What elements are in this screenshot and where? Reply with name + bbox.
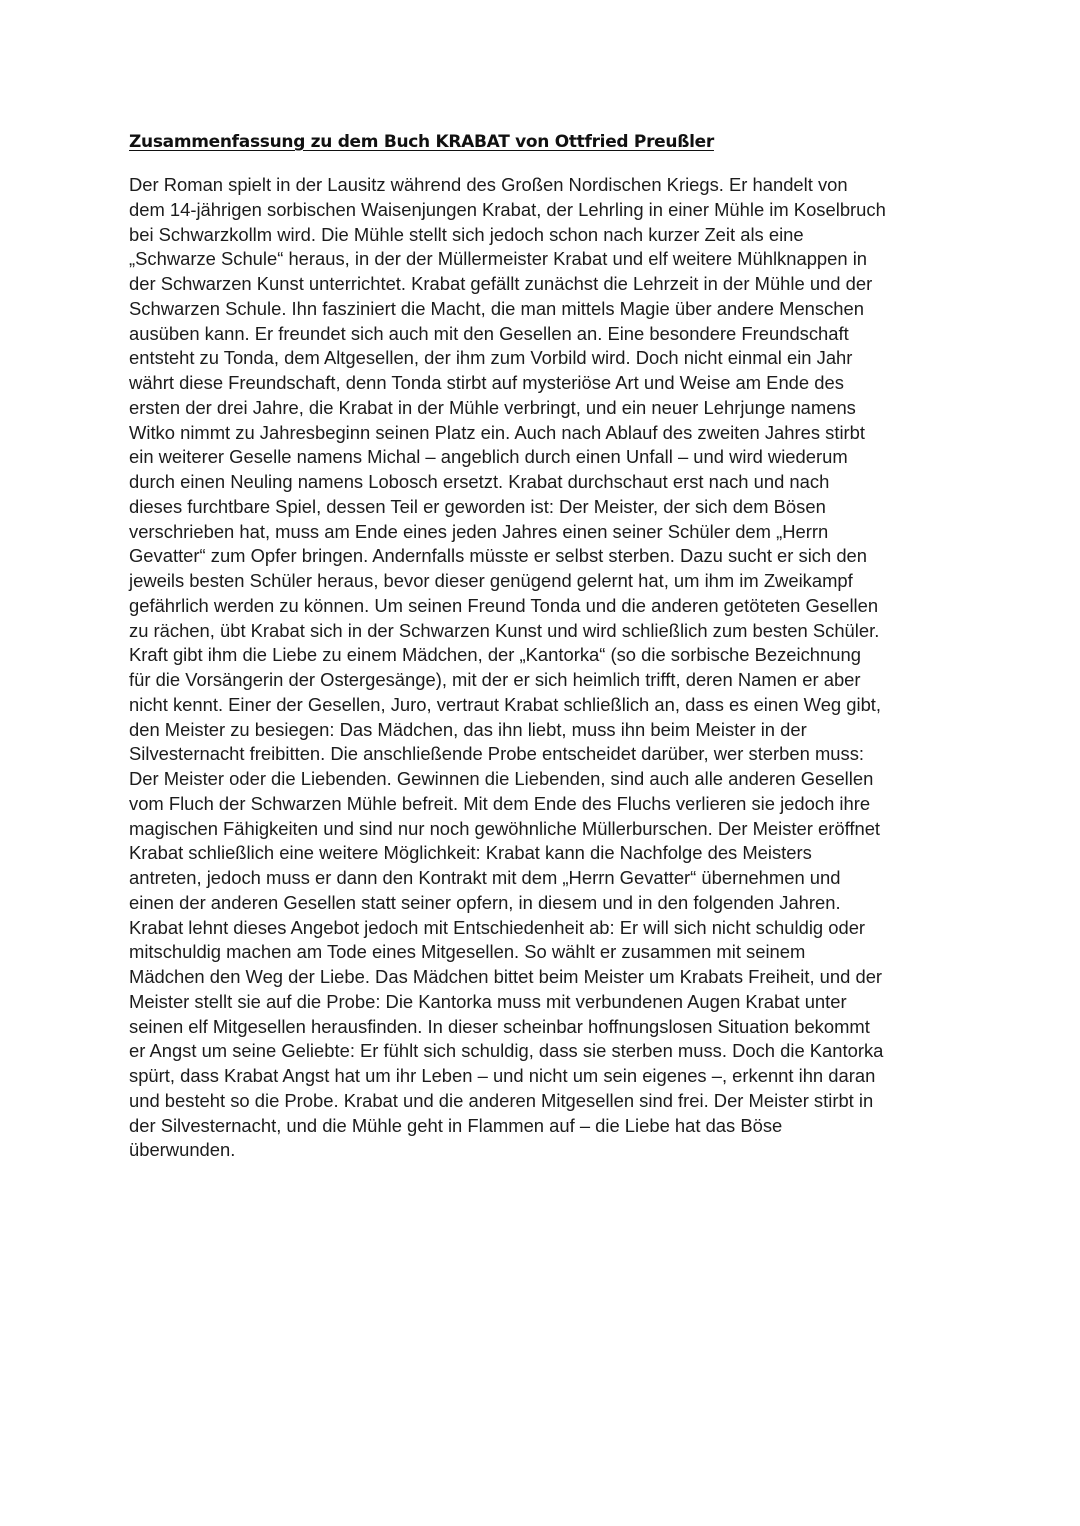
text-line: er Angst um seine Geliebte: Er fühlt sich schuldig, dass sie sterben muss. Doch die Kantorka	[129, 1040, 884, 1062]
text-line: Kraft gibt ihm die Liebe zu einem Mädchen, der „Kantorka“ (so die sorbische Bezeichnung	[129, 644, 861, 666]
text-line: nicht kennt. Einer der Gesellen, Juro, vertraut Krabat schließlich an, dass es einen Weg gibt,	[129, 693, 882, 715]
text-line: für die Vorsängerin der Ostergesänge), mit der er sich heimlich trifft, deren Namen er aber	[129, 669, 861, 690]
text-line: überwunden.	[129, 1139, 236, 1161]
text-line: jeweils besten Schüler heraus, bevor dieser genügend gelernt hat, um ihm im Zweikampf	[129, 570, 853, 591]
text-line: den Meister zu besiegen: Das Mädchen, das ihn liebt, muss ihn beim Meister in der	[129, 718, 807, 740]
text-line: entsteht zu Tonda, dem Altgesellen, der ihm zum Vorbild wird. Doch nicht einmal ein Jahr	[129, 347, 853, 369]
text-line: Mädchen den Weg der Liebe. Das Mädchen bittet beim Meister um Krabats Freiheit, und der	[129, 966, 883, 987]
text-line: und besteht so die Probe. Krabat und die anderen Mitgesellen sind frei. Der Meister stirbt in	[129, 1089, 874, 1111]
text-line: Silvesternacht freibitten. Die anschließende Probe entscheidet darüber, wer sterben muss:	[129, 743, 864, 765]
text-line: der Schwarzen Kunst unterrichtet. Krabat gefällt zunächst die Lehrzeit in der Mühle und der	[129, 273, 873, 294]
text-line: Krabat lehnt dieses Angebot jedoch mit Entschiedenheit ab: Er will sich nicht schuldig oder	[129, 916, 866, 938]
summary-paragraph	[129, 173, 959, 1163]
text-line: durch einen Neuling namens Lobosch ersetzt. Krabat durchschaut erst nach und nach	[129, 471, 830, 492]
text-line: Witko nimmt zu Jahresbeginn seinen Platz ein. Auch nach Ablauf des zweiten Jahres stirbt	[129, 421, 866, 443]
text-line: dieses furchtbare Spiel, dessen Teil er geworden ist: Der Meister, der sich dem Bösen	[129, 495, 826, 517]
text-line: antreten, jedoch muss er dann den Kontrakt mit dem „Herrn Gevatter“ übernehmen und	[129, 867, 841, 888]
text-line: Gevatter“ zum Opfer bringen. Andernfalls müsste er selbst sterben. Dazu sucht er sich den	[129, 545, 868, 567]
text-line: spürt, dass Krabat Angst hat um ihr Leben – und nicht um sein eigenes –, erkennt ihn daran	[129, 1065, 876, 1086]
text-line: „Schwarze Schule“ heraus, in der der Müllermeister Krabat und elf weitere Mühlknappen in	[129, 248, 868, 270]
text-line: mitschuldig machen am Tode eines Mitgesellen. So wählt er zusammen mit seinem	[129, 941, 806, 963]
text-line: Schwarzen Schule. Ihn fasziniert die Macht, die man mittels Magie über andere Menschen	[129, 297, 864, 319]
text-line: Der Meister oder die Liebenden. Gewinnen die Liebenden, sind auch alle anderen Gesellen	[129, 768, 874, 789]
text-line: Krabat schließlich eine weitere Möglichkeit: Krabat kann die Nachfolge des Meisters	[129, 842, 812, 864]
text-line: einen der anderen Gesellen statt seiner opfern, in diesem und in den folgenden Jahren.	[129, 891, 841, 913]
text-line: währt diese Freundschaft, denn Tonda stirbt auf mysteriöse Art und Weise am Ende des	[129, 372, 844, 393]
text-line: seinen elf Mitgesellen herausfinden. In dieser scheinbar hoffnungslosen Situation bekommt	[129, 1015, 870, 1037]
text-line: Der Roman spielt in der Lausitz während des Großen Nordischen Kriegs. Er handelt von	[129, 174, 848, 195]
text-line: Meister stellt sie auf die Probe: Die Kantorka muss mit verbundenen Augen Krabat unter	[129, 990, 847, 1012]
text-line: vom Fluch der Schwarzen Mühle befreit. Mit dem Ende des Fluchs verlieren sie jedoch ihre	[129, 792, 871, 814]
text-line: bei Schwarzkollm wird. Die Mühle stellt sich jedoch schon nach kurzer Zeit als eine	[129, 223, 804, 245]
text-line: der Silvesternacht, und die Mühle geht in Flammen auf – die Liebe hat das Böse	[129, 1114, 783, 1136]
text-line: magischen Fähigkeiten und sind nur noch gewöhnliche Müllerburschen. Der Meister eröffnet	[129, 817, 881, 839]
text-line: gefährlich werden zu können. Um seinen Freund Tonda und die anderen getöteten Gesellen	[129, 594, 879, 616]
text-line: ersten der drei Jahre, die Krabat in der Mühle verbringt, und ein neuer Lehrjunge namens	[129, 396, 856, 418]
text-line: ein weiterer Geselle namens Michal – angeblich durch einen Unfall – und wird wiederum	[129, 446, 848, 468]
document-title: Zusammenfassung zu dem Buch KRABAT von Ottfried Preußler	[129, 132, 714, 152]
text-line: verschrieben hat, muss am Ende eines jeden Jahres einen seiner Schüler dem „Herrn	[129, 520, 829, 542]
text-line: ausüben kann. Er freundet sich auch mit den Gesellen an. Eine besondere Freundschaft	[129, 322, 849, 344]
text-line: zu rächen, übt Krabat sich in der Schwarzen Kunst und wird schließlich zum besten Schüler.	[129, 619, 880, 641]
text-line: dem 14-jährigen sorbischen Waisenjungen Krabat, der Lehrling in einer Mühle im Koselbruch	[129, 198, 886, 220]
